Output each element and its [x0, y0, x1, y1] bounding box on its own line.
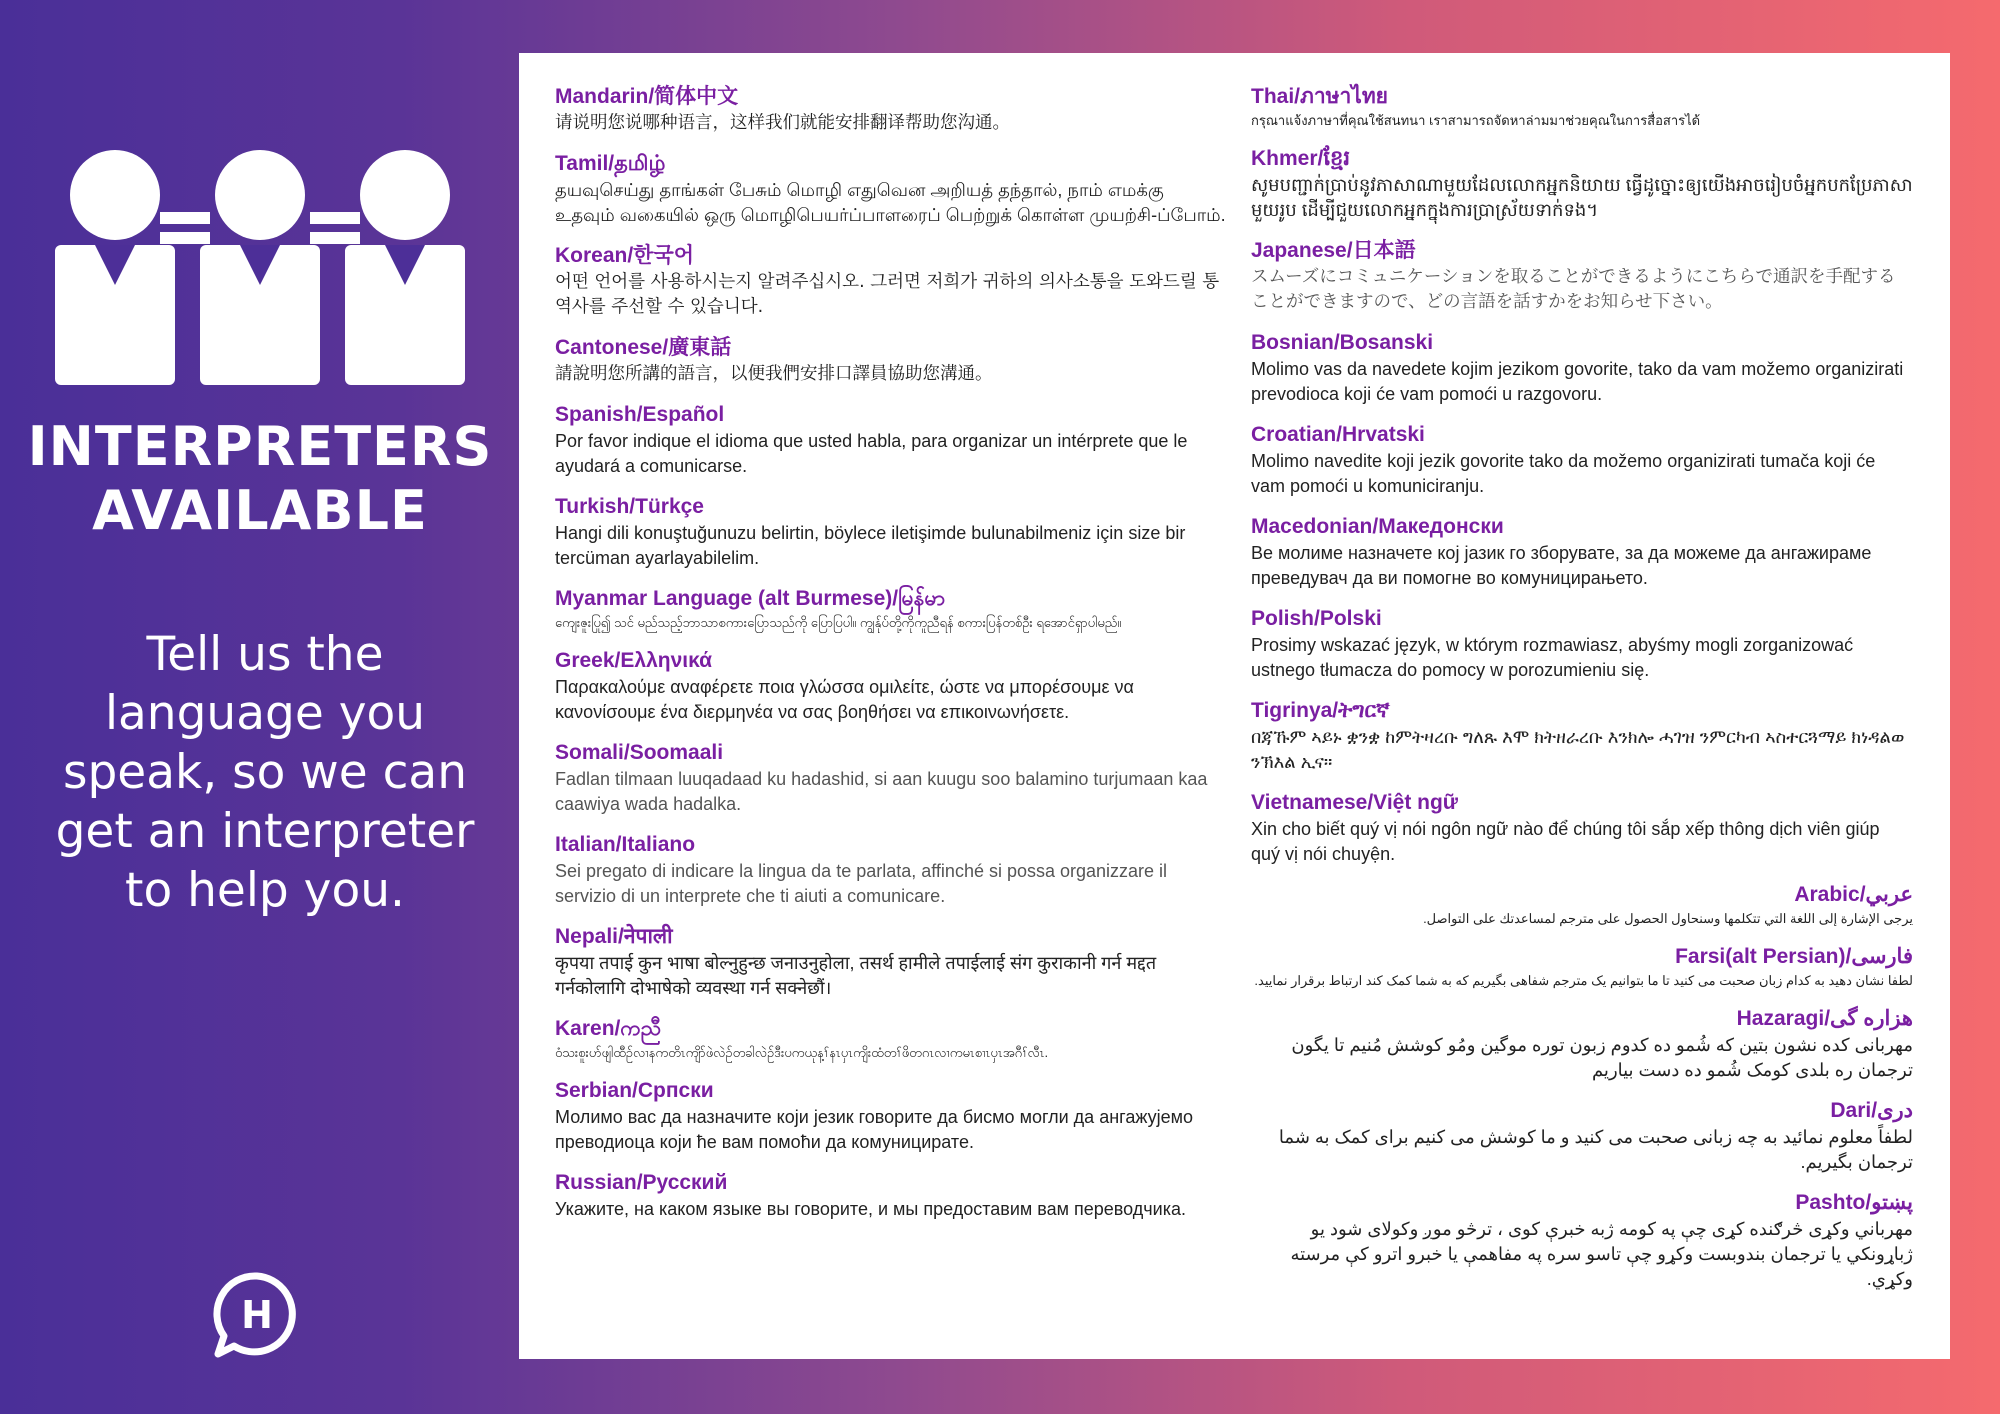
language-name: Japanese/日本語 [1251, 239, 1416, 262]
language-entry [555, 334, 1227, 387]
language-name: پښتو/Pashto [1795, 1191, 1913, 1214]
language-sentence: Ве молиме назначете кој јазик го зборувате, за да можеме да ангажираме преведувач да ви помогне во комуницирањето. [1251, 543, 1872, 588]
language-entry [1251, 1189, 1913, 1292]
language-name: Nepali/नेपाली [555, 925, 673, 948]
language-entry [555, 1169, 1227, 1222]
language-entry [1251, 421, 1913, 499]
language-sentence: 請說明您所講的語言，以便我們安排口譯員協助您溝通。 [555, 364, 993, 384]
language-entry [555, 401, 1227, 479]
language-name: عربي/Arabic [1794, 883, 1913, 906]
language-name: Tigrinya/ትግርኛ [1251, 699, 1390, 722]
language-sentence: لطفاً معلوم نمائید به چه زبانی صحبت می کنید و ما کوشش می کنیم برای کمک به شما ترجمان بگیریم. [1278, 1127, 1913, 1172]
language-entry [1251, 881, 1913, 929]
language-sentence: Fadlan tilmaan luuqadaad ku hadashid, si aan kuugu soo balamino turjumaan kaa caawiya wada hadalka. [555, 769, 1208, 814]
language-sentence: 어떤 언어를 사용하시는지 알려주십시오. 그러면 저희가 귀하의 의사소통을 도와드릴 통역사를 주선할 수 있습니다. [555, 272, 1220, 317]
language-entry [555, 150, 1227, 228]
language-name: Croatian/Hrvatski [1251, 423, 1425, 446]
language-sentence: Укажите, на каком языке вы говорите, и мы предоставим вам переводчика. [555, 1199, 1186, 1219]
language-name: Thai/ภาษาไทย [1251, 85, 1388, 108]
headline [20, 415, 500, 543]
language-name: Cantonese/廣東話 [555, 336, 732, 359]
language-sentence: Prosimy wskazać język, w którym rozmawiasz, abyśmy mogli zorganizować ustnego tłumacza do pomocy w porozumieniu się. [1251, 635, 1854, 680]
language-name: Mandarin/简体中文 [555, 85, 739, 108]
headline-line-1: INTERPRETERS [27, 415, 493, 478]
language-entry [1251, 789, 1913, 867]
language-entry [555, 83, 1227, 136]
language-sentence: በጃኹም ኣይኑ ቋንቋ ከምትዛረቡ ግለጹ እሞ ክትዘራረቡ እንክሎ ሓገዝ ንምርካብ ኣስተርጓማይ ክነዳልወ ንኽእል ኢና። [1251, 727, 1905, 772]
language-name: Myanmar Language (alt Burmese)/မြန်မာ [555, 587, 946, 610]
language-entry [1251, 513, 1913, 591]
language-sentence: يرجى الإشارة إلى اللغة التي تتكلمها وسنحاول الحصول على مترجم لمساعدتك على التواصل. [1423, 911, 1913, 926]
language-name: Bosnian/Bosanski [1251, 331, 1434, 354]
language-sentence: Sei pregato di indicare la lingua da te parlata, affinché si possa organizzare il servizio di un interprete che ti aiuti a comunicare. [555, 861, 1168, 906]
svg-text:H: H [241, 1293, 273, 1337]
language-name: Russian/Русский [555, 1171, 728, 1194]
language-sentence: ကျေးဇူးပြု၍ သင် မည်သည့်ဘာသာစကားပြောသည်ကို ပြောပြပါ။ ကျွန်ုပ်တို့ကိုကူညီရန် စကားပြန်တစ်ဦး ရအောင်ရှာပါမည်။ [555, 615, 1122, 630]
language-entry [555, 739, 1227, 817]
language-entry [555, 831, 1227, 909]
language-list-left [555, 83, 1227, 1236]
language-name: Spanish/Español [555, 403, 725, 426]
language-sentence: Molimo vas da navedete kojim jezikom govorite, tako da vam možemo organizirati prevodioca koji će vam pomoći u razgovoru. [1251, 359, 1904, 404]
language-sentence: தயவுசெய்து தாங்கள் பேசும் மொழி எதுவென அறியத் தந்தால், நாம் எமக்கு உதவும் வகையில் ஒரு மொழிபெயர்ப்பாளரைப் பெற்றுக் கொள்ள முயற்சி-ப்போம். [555, 180, 1226, 225]
language-sentence: スムーズにコミュニケーションを取ることができるようにこちらで通訳を手配することができますので、どの言語を話すかをお知らせ下さい。 [1251, 267, 1896, 312]
language-entry [1251, 605, 1913, 683]
language-entry [555, 493, 1227, 571]
language-name: Tamil/தமிழ் [555, 152, 666, 175]
language-name: Karen/ကညီ [555, 1017, 662, 1040]
language-list-rtl [1251, 881, 1913, 1292]
language-name: Italian/Italiano [555, 833, 696, 856]
language-entry [1251, 697, 1913, 775]
language-name: Korean/한국어 [555, 244, 695, 267]
language-sentence: مهربانی کده نشون بتین که شُمو ده کدوم زبون توره موگین ومُو کوشش مُنیم تا یگون ترجمان ره بلدی کومک شُمو ده دست بیاریم [1291, 1035, 1913, 1080]
speech-bubble-h-logo-icon [212, 1270, 302, 1360]
language-entry [1251, 329, 1913, 407]
tagline: Tell us the language you speak, so we can get an interpreter to help you. [55, 627, 475, 918]
language-entry [555, 1077, 1227, 1155]
language-entry [1251, 943, 1913, 991]
headline-line-2: AVAILABLE [92, 479, 428, 542]
language-entry [1251, 83, 1913, 131]
language-entry [1251, 145, 1913, 223]
language-entry [1251, 237, 1913, 315]
language-name: Khmer/ខ្មែរ [1251, 147, 1351, 170]
language-sentence: กรุณาแจ้งภาษาที่คุณใช้สนทนา เราสามารถจัดหาล่ามมาช่วยคุณในการสื่อสารได้ [1251, 113, 1701, 128]
language-name: هزاره گی/Hazaragi [1736, 1007, 1913, 1030]
language-entry [555, 1015, 1227, 1063]
language-sentence: Молимо вас да назначите који језик говорите да бисмо могли да ангажујемо преводиоца који ће вам помоћи да комуницирате. [555, 1107, 1193, 1152]
language-name: Polish/Polski [1251, 607, 1382, 630]
language-sentence: 请说明您说哪种语言，这样我们就能安排翻译帮助您沟通。 [555, 113, 1010, 133]
language-card [519, 53, 1950, 1359]
language-entry [555, 585, 1227, 633]
language-sentence: Xin cho biết quý vị nói ngôn ngữ nào để chúng tôi sắp xếp thông dịch viên giúp quý vị nói chuyện. [1251, 819, 1880, 864]
language-name: Turkish/Türkçe [555, 495, 704, 518]
language-entry [1251, 1005, 1913, 1083]
people-talking-icon [55, 150, 465, 385]
language-entry [1251, 1097, 1913, 1175]
language-name: Macedonian/Македонски [1251, 515, 1504, 538]
language-sentence: ဝံသးစူးဟ်ဖျါထီဉ်လၢနကတိၤကျိာ်ဖဲလဲဉ်တခါလဲဉ်ဒီးပကယုန့ၢ်နၤပှၤကျိးထံတၢ်ဖိတဂၤလၢကမၤစၢၤပှၤအဂီၢ်လီၤ. [555, 1045, 1049, 1060]
language-sentence: Molimo navedite koji jezik govorite tako da možemo organizirati tumača koji će vam pomoći u komuniciranju. [1251, 451, 1876, 496]
language-sentence: Παρακαλούμε αναφέρετε ποια γλώσσα ομιλείτε, ώστε να μπορέσουμε να κανονίσουμε ένα διερμηνέα να σας βοηθήσει να επικοινωνήσετε. [555, 677, 1134, 722]
language-sentence: Por favor indique el idioma que usted habla, para organizar un intérprete que le ayudará a comunicarse. [555, 431, 1188, 476]
language-sentence: Hangi dili konuştuğunuzu belirtin, böylece iletişimde bulunabilmeniz için size bir tercüman ayarlayabilelim. [555, 523, 1186, 568]
language-sentence: لطفا نشان دهید به کدام زبان صحبت می کنید تا ما بتوانیم یک مترجم شفاهی بگیریم که به شما کمک کند ارتباط برقرار نمایید. [1254, 973, 1913, 988]
language-name: Serbian/Српски [555, 1079, 714, 1102]
language-name: Somali/Soomaali [555, 741, 724, 764]
language-name: Vietnamese/Việt ngữ [1251, 791, 1459, 814]
language-sentence: कृपया तपाई कुन भाषा बोल्नुहुन्छ जनाउनुहोला, तसर्थ हामीले तपाईलाई संग कुराकानी गर्न मद्दत गर्नकोलागि दोभाषेको व्यवस्था गर्न सक्नेछौं। [555, 953, 1157, 998]
left-panel [0, 0, 520, 1414]
language-name: فارسی/Farsi(alt Persian) [1675, 945, 1913, 968]
language-entry [555, 923, 1227, 1001]
language-sentence: مهرباني وکړی څرګنده کړی چې په کومه ژبه خبرې کوی ، ترڅو موږ وکولای شود یو ژباړونکي یا ترجمان بندوبست وکړو چې تاسو سره په مفاهمې یا خبرو اترو کې مرسته وکړي. [1290, 1219, 1913, 1289]
language-list-right [1251, 83, 1913, 1306]
language-entry [555, 242, 1227, 320]
language-sentence: សូមបញ្ជាក់ប្រាប់នូវភាសាណាមួយដែលលោកអ្នកនិយាយ ធ្វើដូច្នោះឲ្យយើងអាចរៀបចំអ្នកបកប្រែភាសាមួយរូប ដើម្បីជួយលោកអ្នកក្នុងការប្រាស្រ័យទាក់ទង។ [1251, 175, 1913, 220]
language-name: Greek/Ελληνικά [555, 649, 713, 672]
language-entry [555, 647, 1227, 725]
language-name: دری/Dari [1830, 1099, 1913, 1122]
